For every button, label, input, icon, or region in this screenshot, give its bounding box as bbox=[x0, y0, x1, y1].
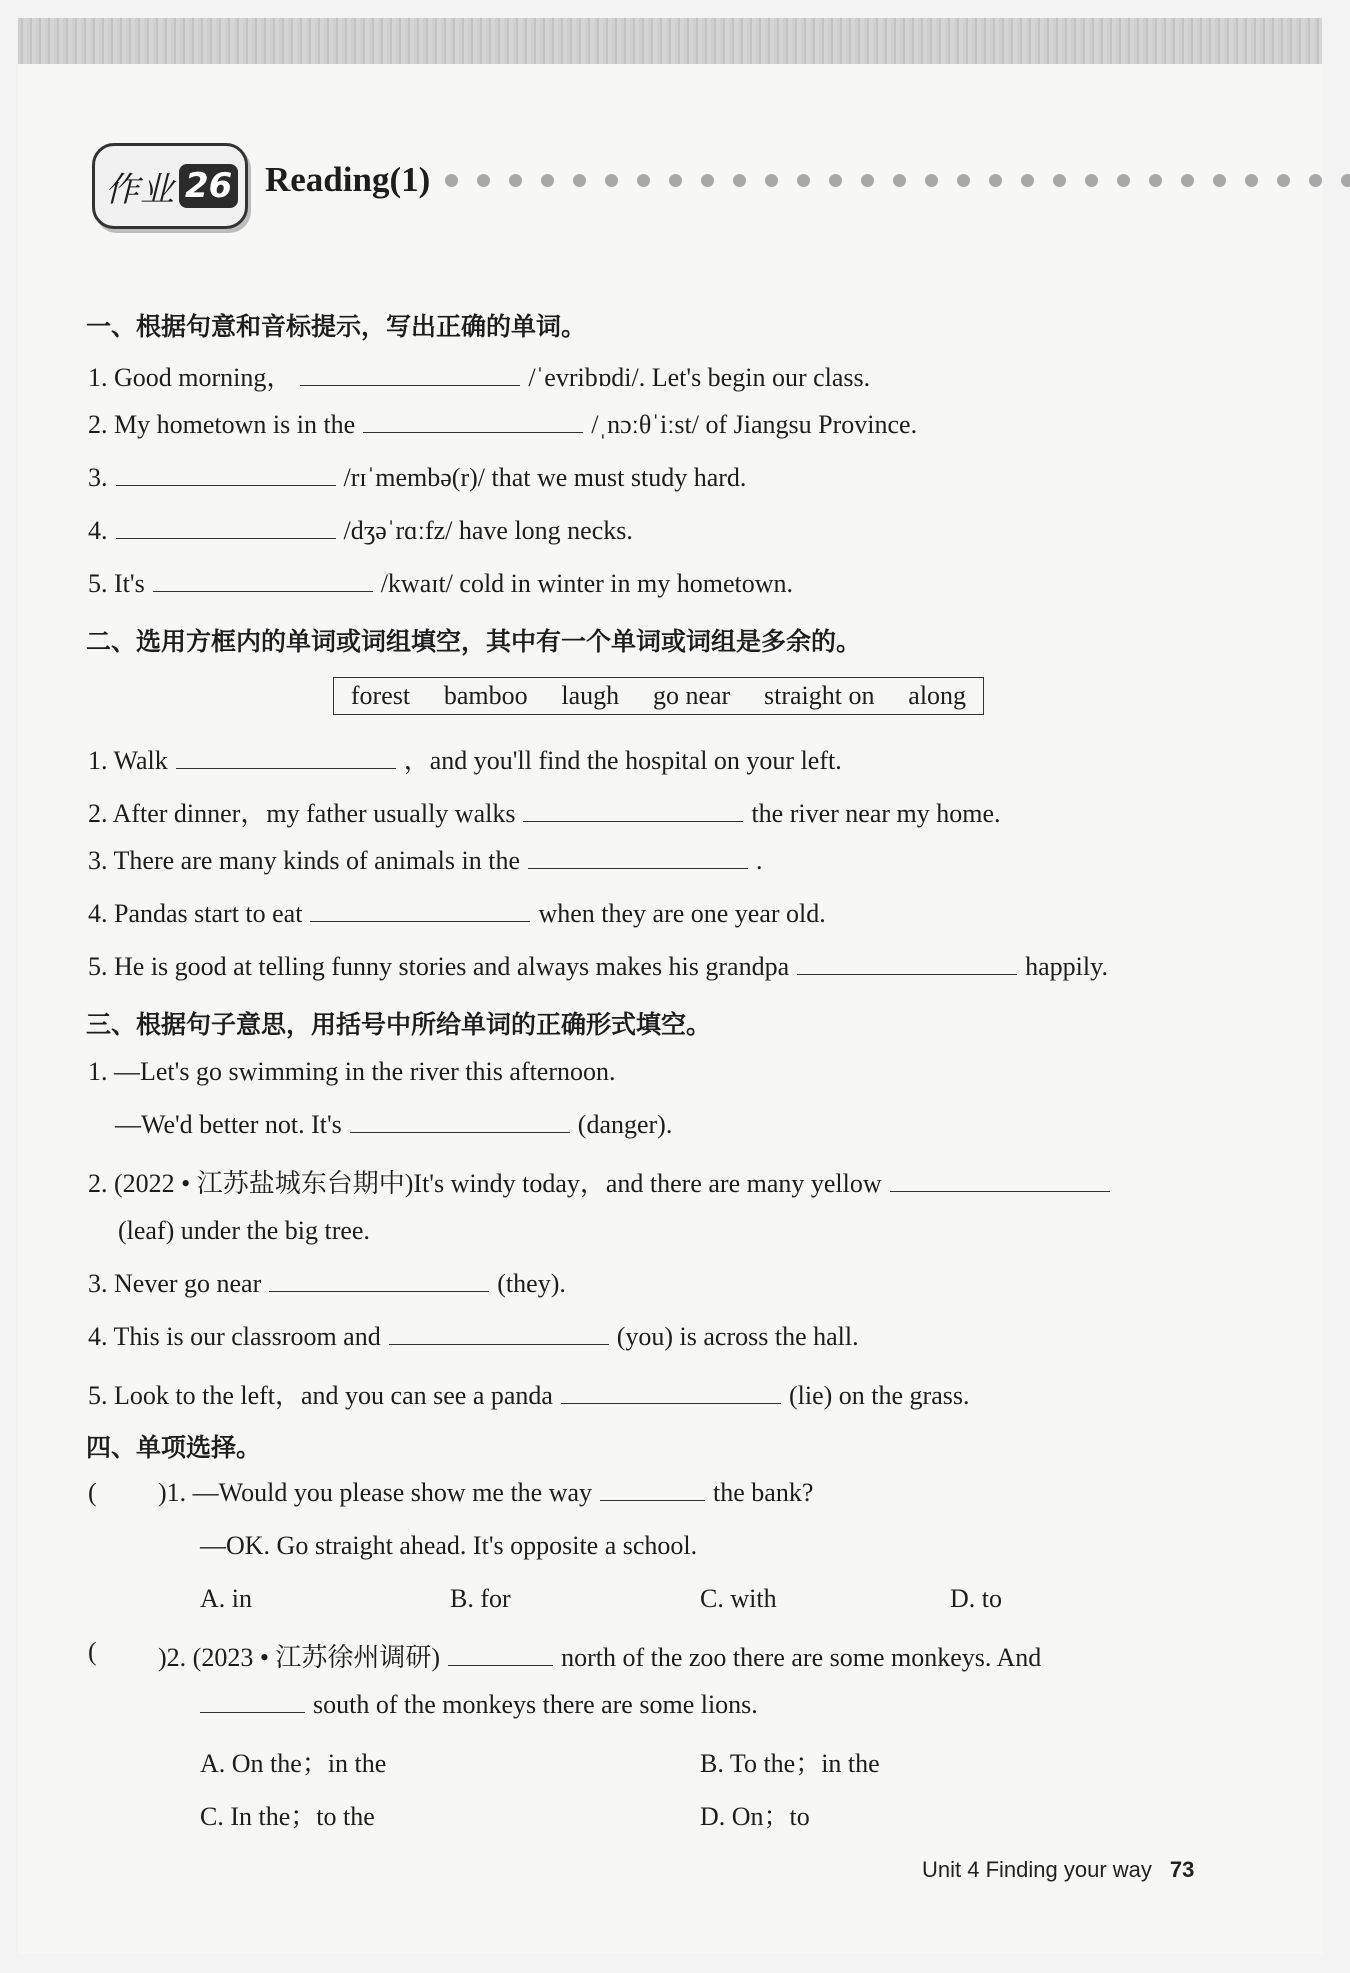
s1-question-4: 4. /dʒəˈrɑːfz/ have long necks. bbox=[88, 516, 633, 545]
answer-blank[interactable] bbox=[389, 1324, 609, 1345]
s3-question-4: 4. This is our classroom and (you) is across the hall. bbox=[88, 1322, 859, 1351]
s4-question-2-line2: south of the monkeys there are some lions. bbox=[200, 1690, 758, 1720]
answer-blank[interactable] bbox=[600, 1480, 705, 1501]
answer-blank[interactable] bbox=[561, 1383, 781, 1404]
scan-top-band bbox=[18, 18, 1322, 64]
answer-blank[interactable] bbox=[890, 1171, 1110, 1192]
s4-question-1-line2: —OK. Go straight ahead. It's opposite a school. bbox=[200, 1531, 698, 1560]
homework-label: 作业 bbox=[105, 169, 175, 210]
section3-heading: 三、根据句子意思，用括号中所给单词的正确形式填空。 bbox=[86, 1010, 712, 1039]
word-bank-box bbox=[333, 677, 984, 715]
title-dot-divider bbox=[445, 174, 1350, 187]
section4-heading: 四、单项选择。 bbox=[86, 1433, 262, 1462]
word-bank-item: go near bbox=[652, 681, 731, 710]
s1-question-5: 5. It's /kwaɪt/ cold in winter in my hometown. bbox=[88, 569, 794, 598]
s4-question-2: )2. (2023 • 江苏徐州调研) north of the zoo there are some monkeys. And bbox=[158, 1643, 1042, 1672]
s4-q1-option-b[interactable]: B. for bbox=[450, 1584, 511, 1613]
s3-question-3: 3. Never go near (they). bbox=[88, 1269, 566, 1298]
answer-blank[interactable] bbox=[363, 412, 583, 433]
lesson-title: Reading(1) bbox=[265, 160, 431, 199]
homework-badge bbox=[92, 143, 248, 229]
page-number: 73 bbox=[1169, 1857, 1195, 1882]
word-bank-item: laugh bbox=[561, 681, 620, 710]
s4-q2-bracket[interactable]: ( bbox=[88, 1637, 97, 1666]
s4-q2-option-a[interactable]: A. On the；in the bbox=[200, 1749, 387, 1778]
s1-question-1: 1. Good morning， /ˈevribɒdi/. Let's begin our class. bbox=[88, 363, 871, 392]
homework-number: 26 bbox=[179, 164, 238, 208]
s3-question-1-line2: —We'd better not. It's (danger). bbox=[115, 1110, 673, 1139]
s2-question-4: 4. Pandas start to eat when they are one year old. bbox=[88, 899, 826, 928]
answer-blank[interactable] bbox=[523, 801, 743, 822]
word-bank-item: bamboo bbox=[443, 681, 528, 710]
s3-question-2-line2: (leaf) under the big tree. bbox=[118, 1216, 370, 1245]
word-bank-item: along bbox=[908, 681, 967, 710]
answer-blank[interactable] bbox=[300, 365, 520, 386]
word-bank-item: straight on bbox=[764, 681, 875, 710]
answer-blank[interactable] bbox=[116, 518, 336, 539]
answer-blank[interactable] bbox=[200, 1692, 305, 1713]
s2-question-2: 2. After dinner，my father usually walks the river near my home. bbox=[88, 799, 1001, 828]
answer-blank[interactable] bbox=[153, 571, 373, 592]
s4-question-1: )1. —Would you please show me the way the bank? bbox=[158, 1478, 814, 1507]
s3-question-2: 2. (2022 • 江苏盐城东台期中)It's windy today，and there are many yellow bbox=[88, 1163, 1118, 1200]
answer-blank[interactable] bbox=[269, 1271, 489, 1292]
s2-question-5: 5. He is good at telling funny stories and always makes his grandpa happily. bbox=[88, 952, 1108, 981]
s1-question-2: 2. My hometown is in the /ˌnɔːθˈiːst/ of Jiangsu Province. bbox=[88, 410, 918, 439]
answer-blank[interactable] bbox=[350, 1112, 570, 1133]
s4-q1-option-a[interactable]: A. in bbox=[200, 1584, 252, 1613]
s2-question-1: 1. Walk ，and you'll find the hospital on your left. bbox=[88, 746, 842, 775]
s4-q2-option-c[interactable]: C. In the；to the bbox=[200, 1802, 375, 1831]
s4-q1-bracket[interactable]: ( bbox=[88, 1478, 97, 1507]
answer-blank[interactable] bbox=[176, 748, 396, 769]
unit-title: Unit 4 Finding your way bbox=[922, 1857, 1152, 1882]
s1-question-3: 3. /rɪˈmembə(r)/ that we must study hard. bbox=[88, 463, 747, 492]
s2-question-3: 3. There are many kinds of animals in the . bbox=[88, 846, 763, 875]
word-bank-item: forest bbox=[350, 681, 411, 710]
section2-heading: 二、选用方框内的单词或词组填空，其中有一个单词或词组是多余的。 bbox=[86, 627, 862, 656]
answer-blank[interactable] bbox=[310, 901, 530, 922]
s3-question-5: 5. Look to the left，and you can see a panda (lie) on the grass. bbox=[88, 1381, 970, 1410]
s4-q2-option-d[interactable]: D. On；to bbox=[700, 1802, 810, 1831]
answer-blank[interactable] bbox=[797, 954, 1017, 975]
section1-heading: 一、根据句意和音标提示，写出正确的单词。 bbox=[86, 312, 587, 341]
s4-q1-option-c[interactable]: C. with bbox=[700, 1584, 777, 1613]
answer-blank[interactable] bbox=[448, 1645, 553, 1666]
s4-q2-option-b[interactable]: B. To the；in the bbox=[700, 1749, 880, 1778]
answer-blank[interactable] bbox=[528, 848, 748, 869]
answer-blank[interactable] bbox=[116, 465, 336, 486]
page-footer bbox=[922, 1857, 1194, 1883]
s3-question-1-line1: 1. —Let's go swimming in the river this afternoon. bbox=[88, 1057, 616, 1086]
s4-q1-option-d[interactable]: D. to bbox=[950, 1584, 1002, 1613]
